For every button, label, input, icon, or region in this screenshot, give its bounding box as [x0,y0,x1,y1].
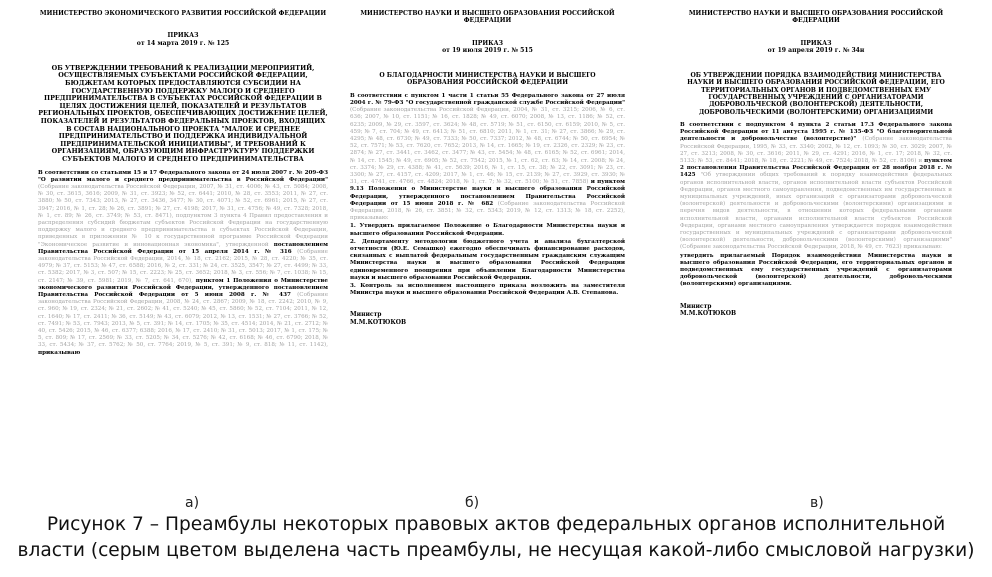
signatory-title: Министр [680,302,712,310]
order-item: 2. Департаменту методологии бюджетного учета и анализа бухгалтерской отчетности (Ю.Е. Семашко) ежегодно обеспечивать финансирование расходов, связанных с выплатой федеральным государственным гражданским служащим Министерства науки и высшего образования Российской Федерации единовременного поощрения при объявлении Благодарности Министерства науки и высшего образования Российской Федерации. [350,238,625,281]
preamble-gray-text: (Собрание законодательства Российской Федерации, 2018, № 26, ст. 3851; № 32, ст. 5343; 2019, № 12, ст. 1313; № 18, ст. 2252), приказываю: [350,200,626,222]
order-item: 3. Контроль за исполнением настоящего приказа возложить на заместителя Министра науки и высшего образования Российской Федерации А.В. Степанова. [350,283,625,297]
order-date: от 19 июля 2019 г. № 515 [442,46,533,54]
order-word: ПРИКАЗ [800,39,832,47]
order-title: ОБ УТВЕРЖДЕНИИ ПОРЯДКА ВЗАИМОДЕЙСТВИЯ МИНИСТЕРСТВА НАУКИ И ВЫСШЕГО ОБРАЗОВАНИЯ РОССИЙСКОЙ ФЕДЕРАЦИИ, ЕГО ТЕРРИТОРИАЛЬНЫХ ОРГАНОВ И ПОДВЕДОМСТВЕННЫХ ЕМУ ГОСУДАРСТВЕННЫХ УЧРЕЖДЕНИЙ С ОРГАНИЗАТОРАМИ ДОБРОВОЛЬЧЕСКОЙ (ВОЛОНТЕРСКОЙ) ДЕЯТЕЛЬНОСТИ, ДОБРОВОЛЬЧЕСКИМИ (ВОЛОНТЕРСКИМИ) ОРГАНИЗАЦИЯМИ [687,72,945,116]
preamble [680,122,952,289]
preamble-gray-text: (Собрание законодательства Российской Федерации, 1995, № 33, ст. 3340; 2002, № 12, ст. 1093; № 30, ст. 3029; 2007, № 27, ст. 3213; 2008, № 30, ст. 3616; 2011, № 29, ст. 4291; 2016, № 1, ст. 17; 2018, № 32, ст. 5133; № 53, ст. 8441; 2018, № 18, ст. 2221; № 49, ст. 7524; 2018, № 52, ст. 8106) и [680,136,953,164]
figure-caption [0,512,992,564]
order-title: О БЛАГОДАРНОСТИ МИНИСТЕРСТВА НАУКИ И ВЫСШЕГО ОБРАЗОВАНИЯ РОССИЙСКОЙ ФЕДЕРАЦИИ [379,72,596,87]
order-item: 1. Утвердить прилагаемое Положение о Благодарности Министерства науки и высшего образования Российской Федерации. [350,223,625,237]
signatory-title: Министр [350,311,382,319]
preamble-text: пунктом 1 Положения о Министерстве экономического развития Российской Федерации, утвержденного постановлением Правительства Российской Федерации от 5 июня 2008 г. № 437 [38,277,328,299]
preamble-gray-text: (Собрание законодательства Российской Федерации, 2004, № 31, ст. 3215; 2006, № 6, ст. 636; 2007, № 10, ст. 1151; № 16, ст. 1828; № 49, ст. 6070; 2008, № 13, ст. 1186; № 52, ст. 6235; 2009, № 29, ст. 3597, ст. 3624; № 48, ст. 5719; № 51, ст. 6150, ст. 6159; 2010, № 5, ст. 459; № 7, ст. 704; № 49, ст. 6413; № 51, ст. 6810; 2011, № 1, ст. 31; № 27, ст. 3866; № 29, ст. 4295; № 48, ст. 6730; № 49, ст. 7333; № 50, ст. 7337; 2012, № 48, ст. 6744; № 50, ст. 6954; № 52, ст. 7571; № 53, ст. 7620, ст. 7652; 2013, № 14, ст. 1665; № 19, ст. 2326, ст. 2329; № 23, ст. 2874; № 27, ст. 3441, ст. 3462, ст. 3477; № 43, ст. 5454; № 48, ст. 6165; № 52, ст. 6961; 2014, № 14, ст. 1545; № 49, ст. 6905; № 52, ст. 7542; 2015, № 1, ст. 62, ст. 63; № 14, ст. 2008; № 24, ст. 3374; № 29, ст. 4388; № 41, ст. 5639; 2016, № 1, ст. 15, ст. 38; № 22, ст. 3091; № 23, ст. 3300; № 27, ст. 4157, ст. 4209; 2017, № 1, ст. 46; № 15, ст. 2139; № 27, ст. 3929, ст. 3930; № 31, ст. 4741, ст. 4766, ст. 4824; 2018, № 1, ст. 7; № 32, ст. 5100; № 51, ст. 7858) [350,107,625,186]
preamble-gray-text: (Собрание законодательства Российской Федерации, 2007, № 31, ст. 4006; № 43, ст. 5084; 2008, № 30, ст. 3615, 3616; 2009, № 31, ст. 3923; № 52, ст. 6441; 2010, № 28, ст. 3553; 2011, № 27, ст. 3880; № 50, ст. 7343; 2013, № 27, ст. 3436, 3477; № 30, ст. 4071; № 52, ст. 6961; 2015, № 27, ст. 3947; 2016, № 1, ст. 28; № 26, ст. 3891; № 27, ст. 4198; 2017, № 31, ст. 4756; № 49, ст. 7328; 2018, № 1, ст. 89; № 26, ст. 3749; № 53, ст. 8471), подпунктом 3 пункта 4 Правил предоставления и распределения субсидий бюджетам субъектов Российской Федерации на государственную поддержку малого и среднего предпринимательства в субъектах Российской Федерации, приведенных в приложении № 10 к государственной программе Российской Федерации "Экономическое развитие и инновационная экономика", утвержденной [38,184,328,248]
preamble-gray-text: (Собрание законодательства Российской Федерации, 2008, № 24, ст. 2867; 2009, № 18, ст. 2242; 2010, № 9, ст. 960; № 19, ст. 2324; № 21, ст. 2602; № 41, ст. 5240; № 45, ст. 5860; № 52, ст. 7104; 2011, № 12, ст. 1640; № 17, ст. 2411; № 36, ст. 5149; № 43, ст. 6079; 2012, № 13, ст. 1531; № 27, ст. 3766; № 52, ст. 7491; № 53, ст. 7943; 2013, № 5, ст. 391; № 14, ст. 1705; № 35, ст. 4514; 2014, № 21, ст. 2712; № 40, ст. 5426; 2015, № 46, ст. 6377; 6388; 2016, № 17, ст. 2410; № 31, ст. 5013; 2017, № 1, ст. 175; № 5, ст. 809; № 17, ст. 2569; № 33, ст. 5205; № 34, ст. 5276; № 42, ст. 6168; № 46, ст. 6790; 2018, № 33, ст. 5434; № 37, ст. 5762; № 50, ст. 7764; 2019, № 5, ст. 391; № 9, ст. 818; № 11, ст. 1142), [38,292,329,349]
preamble-text: В соответствии с пунктом 1 части 1 статьи 55 Федерального закона от 27 июля 2004 г. № 79-ФЗ "О государственной гражданской службе Российской Федерации" [350,92,625,106]
order-word: ПРИКАЗ [167,32,199,40]
signature-block [680,303,952,318]
panel-label-c: в) [810,495,824,511]
document-panel-c [680,10,952,317]
preamble-text: приказываю [38,349,81,356]
ministry-name: МИНИСТЕРСТВО НАУКИ И ВЫСШЕГО ОБРАЗОВАНИЯ РОССИЙСКОЙ ФЕДЕРАЦИИ [360,10,615,25]
preamble-gray-text: "Об утверждении общих требований к порядку взаимодействия федеральных органов исполнительной власти, органов исполнительной власти субъектов Российской Федерации, органов местного самоуправления, подведомственных им государственных и муниципальных учреждений, иных организаций с организаторами добровольческой (волонтерской) деятельности и добровольческими (волонтерскими) организациями и перечня видов деятельности, в отношении которых федеральными органами исполнительной власти, органами исполнительной власти субъектов Российской Федерации, органами местного самоуправления утверждается порядок взаимодействия государственных и муниципальных учреждений с организаторами добровольческой (волонтерской) деятельности, добровольческими (волонтерскими) организациями" (Собрание законодательства Российской Федерации, 2018, № 49, ст. 7623) приказываю: [680,172,952,251]
preamble-text: В соответствии с подпунктом 4 пункта 2 статьи 17.3 Федерального закона Российской Федерации от 11 августа 1995 г. № 135-ФЗ "О благотворительной деятельности и добровольчестве (волонтерстве)" [680,121,952,143]
order-word: ПРИКАЗ [472,39,503,47]
ministry-name: МИНИСТЕРСТВО ЭКОНОМИЧЕСКОГО РАЗВИТИЯ РОССИЙСКОЙ ФЕДЕРАЦИИ [39,10,327,17]
caption-line: власти (серым цветом выделена часть преамбулы, не несущая какой-либо смысловой нагрузки) [17,540,975,561]
order-date: от 14 марта 2019 г. № 125 [136,39,230,47]
panel-label-b: б) [465,495,480,511]
preamble-gray-text: (Собрание законодательства Российской Федерации, 2014, № 18, ст. 2162; 2015, № 28, ст. 4220; № 35, ст. 4979; № 37, ст. 5153; № 47, ст. 6588; 2016, № 2, ст. 331; № 24, ст. 3525, 3547; № 27, ст. 4499; № 33, ст. 5382; 2017, № 3, ст. 507; № 15, ст. 2223; № 25, ст. 3652; 2018, № 3, ст. 556; № 7, ст. 1038; № 15, ст. 2147; № 39, ст. 5981; 2019, № 7, ст. 641, 670), [38,248,328,284]
preamble-text: постановлением Правительства Российской Федерации от 15 апреля 2014 г. № 316 [38,241,328,255]
preamble-text: и пунктом 9.13 Положения о Министерстве науки и высшего образования Российской Федерации, утвержденного постановлением Правительства Российской Федерации от 15 июня 2018 г. № 682 [350,179,625,207]
preamble [350,93,625,298]
panel-label-a: а) [185,495,200,511]
preamble-text: пунктом 2 постановления Правительства Российской Федерации от 28 ноября 2018 г. № 1425 [680,157,953,179]
caption-line: Рисунок 7 – Преамбулы некоторых правовых актов федеральных органов исполнительной [46,514,946,535]
document-panel-a [38,10,328,357]
order-title: ОБ УТВЕРЖДЕНИИ ТРЕБОВАНИЙ К РЕАЛИЗАЦИИ МЕРОПРИЯТИЙ, ОСУЩЕСТВЛЯЕМЫХ СУБЪЕКТАМИ РОССИЙСКОЙ ФЕДЕРАЦИИ, БЮДЖЕТАМ КОТОРЫХ ПРЕДОСТАВЛЯЮТСЯ СУБСИДИИ НА ГОСУДАРСТВЕННУЮ ПОДДЕРЖКУ МАЛОГО И СРЕДНЕГО ПРЕДПРИНИМАТЕЛЬСТВА В СУБЪЕКТАХ РОССИЙСКОЙ ФЕДЕРАЦИИ В ЦЕЛЯХ ДОСТИЖЕНИЯ ЦЕЛЕЙ, ПОКАЗАТЕЛЕЙ И РЕЗУЛЬТАТОВ РЕГИОНАЛЬНЫХ ПРОЕКТОВ, ОБЕСПЕЧИВАЮЩИХ ДОСТИЖЕНИЕ ЦЕЛЕЙ, ПОКАЗАТЕЛЕЙ И РЕЗУЛЬТАТОВ ФЕДЕРАЛЬНЫХ ПРОЕКТОВ, ВХОДЯЩИХ В СОСТАВ НАЦИОНАЛЬНОГО ПРОЕКТА "МАЛОЕ И СРЕДНЕЕ ПРЕДПРИНИМАТЕЛЬСТВО И ПОДДЕРЖКА ИНДИВИДУАЛЬНОЙ ПРЕДПРИНИМАТЕЛЬСКОЙ ИНИЦИАТИВЫ", И ТРЕБОВАНИЙ К ОРГАНИЗАЦИЯМ, ОБРАЗУЮЩИМ ИНФРАСТРУКТУРУ ПОДДЕРЖКИ СУБЪЕКТОВ МАЛОГО И СРЕДНЕГО ПРЕДПРИНИМАТЕЛЬСТВА [38,63,328,164]
preamble-text: утвердить прилагаемый Порядок взаимодействия Министерства науки и высшего образования Российской Федерации, его территориальных органов и подведомственных ему государственных учреждений с организаторами добровольческой (волонтерской) деятельности, добровольческими (волонтерскими) организациями. [680,252,952,288]
signatory-name: М.М.КОТЮКОВ [680,309,737,317]
document-panel-b [350,10,625,326]
order-date: от 19 апреля 2019 г. № 34н [767,46,865,54]
signature-block [350,311,625,326]
preamble [38,170,328,357]
signatory-name: М.М.КОТЮКОВ [350,318,407,326]
ministry-name: МИНИСТЕРСТВО НАУКИ И ВЫСШЕГО ОБРАЗОВАНИЯ РОССИЙСКОЙ ФЕДЕРАЦИИ [688,10,944,25]
preamble-text: В соответствии со статьями 15 и 17 Федерального закона от 24 июля 2007 г. № 209-ФЗ "О развитии малого и среднего предпринимательства в Российской Федерации" [38,169,328,183]
